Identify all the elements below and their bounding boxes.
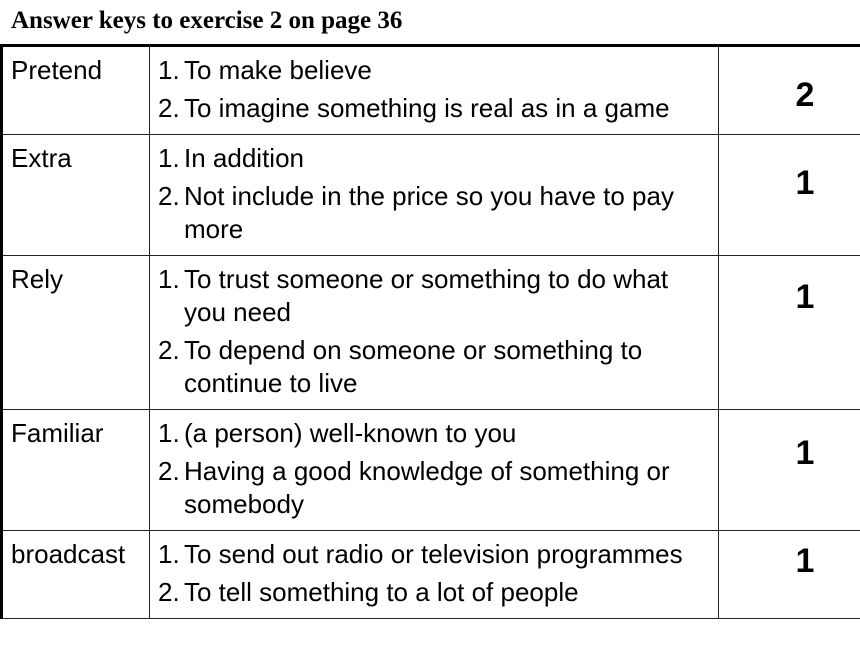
table-row <box>2 410 860 531</box>
definition-number: 1. <box>158 418 180 448</box>
word-cell <box>2 410 150 531</box>
table-row <box>2 256 860 410</box>
definitions-cell <box>150 256 719 410</box>
table-row <box>2 135 860 256</box>
definition-item <box>158 142 710 175</box>
definition-number: 1. <box>158 55 180 85</box>
answer-value: 1 <box>795 434 815 472</box>
definition-text: To trust someone or something to do what you need <box>184 264 669 327</box>
definition-text: To depend on someone or something to continue to live <box>184 335 643 398</box>
page-title: Answer keys to exercise 2 on page 36 <box>11 7 403 34</box>
vocabulary-word: Familiar <box>11 418 104 448</box>
definition-number: 2. <box>158 181 180 211</box>
definition-list <box>158 54 710 125</box>
definition-item <box>158 92 710 125</box>
answer-value: 2 <box>795 76 815 114</box>
vocabulary-word: Extra <box>11 143 72 173</box>
definition-number: 1. <box>158 539 180 569</box>
answer-cell <box>719 135 860 256</box>
definition-item <box>158 538 710 571</box>
answer-cell <box>719 46 860 135</box>
definition-number: 2. <box>158 93 180 123</box>
definition-list <box>158 263 710 400</box>
word-cell <box>2 46 150 135</box>
definition-item <box>158 180 710 246</box>
answer-key-table <box>0 44 860 619</box>
answer-cell <box>719 256 860 410</box>
definition-text: To make believe <box>184 55 372 85</box>
definition-number: 2. <box>158 456 180 486</box>
definitions-cell <box>150 135 719 256</box>
definition-item <box>158 263 710 329</box>
definition-text: To tell something to a lot of people <box>184 577 579 607</box>
answer-value: 1 <box>795 278 815 316</box>
word-cell <box>2 135 150 256</box>
definition-item <box>158 417 710 450</box>
definition-number: 1. <box>158 143 180 173</box>
definition-number: 2. <box>158 577 180 607</box>
definition-item <box>158 455 710 521</box>
definition-text: To send out radio or television programmes <box>184 539 683 569</box>
word-cell <box>2 531 150 619</box>
vocabulary-word: Rely <box>11 264 64 294</box>
definition-text: Having a good knowledge of something or somebody <box>184 456 670 519</box>
table-row <box>2 531 860 619</box>
answer-cell <box>719 531 860 619</box>
definition-number: 1. <box>158 264 180 294</box>
definition-text: In addition <box>184 143 304 173</box>
answer-value: 1 <box>795 542 815 580</box>
definition-item <box>158 334 710 400</box>
definition-text: (a person) well-known to you <box>184 418 517 448</box>
definitions-cell <box>150 410 719 531</box>
definition-list <box>158 142 710 246</box>
answer-value: 1 <box>795 164 815 202</box>
word-cell <box>2 256 150 410</box>
definitions-cell <box>150 46 719 135</box>
answer-cell <box>719 410 860 531</box>
vocabulary-word: Pretend <box>11 55 103 85</box>
definitions-cell <box>150 531 719 619</box>
definition-number: 2. <box>158 335 180 365</box>
vocabulary-word: broadcast <box>11 539 126 569</box>
definition-text: To imagine something is real as in a game <box>184 93 670 123</box>
definition-list <box>158 417 710 521</box>
definition-item <box>158 576 710 609</box>
definition-list <box>158 538 710 609</box>
definition-text: Not include in the price so you have to pay more <box>184 181 674 244</box>
definition-item <box>158 54 710 87</box>
table-row <box>2 46 860 135</box>
